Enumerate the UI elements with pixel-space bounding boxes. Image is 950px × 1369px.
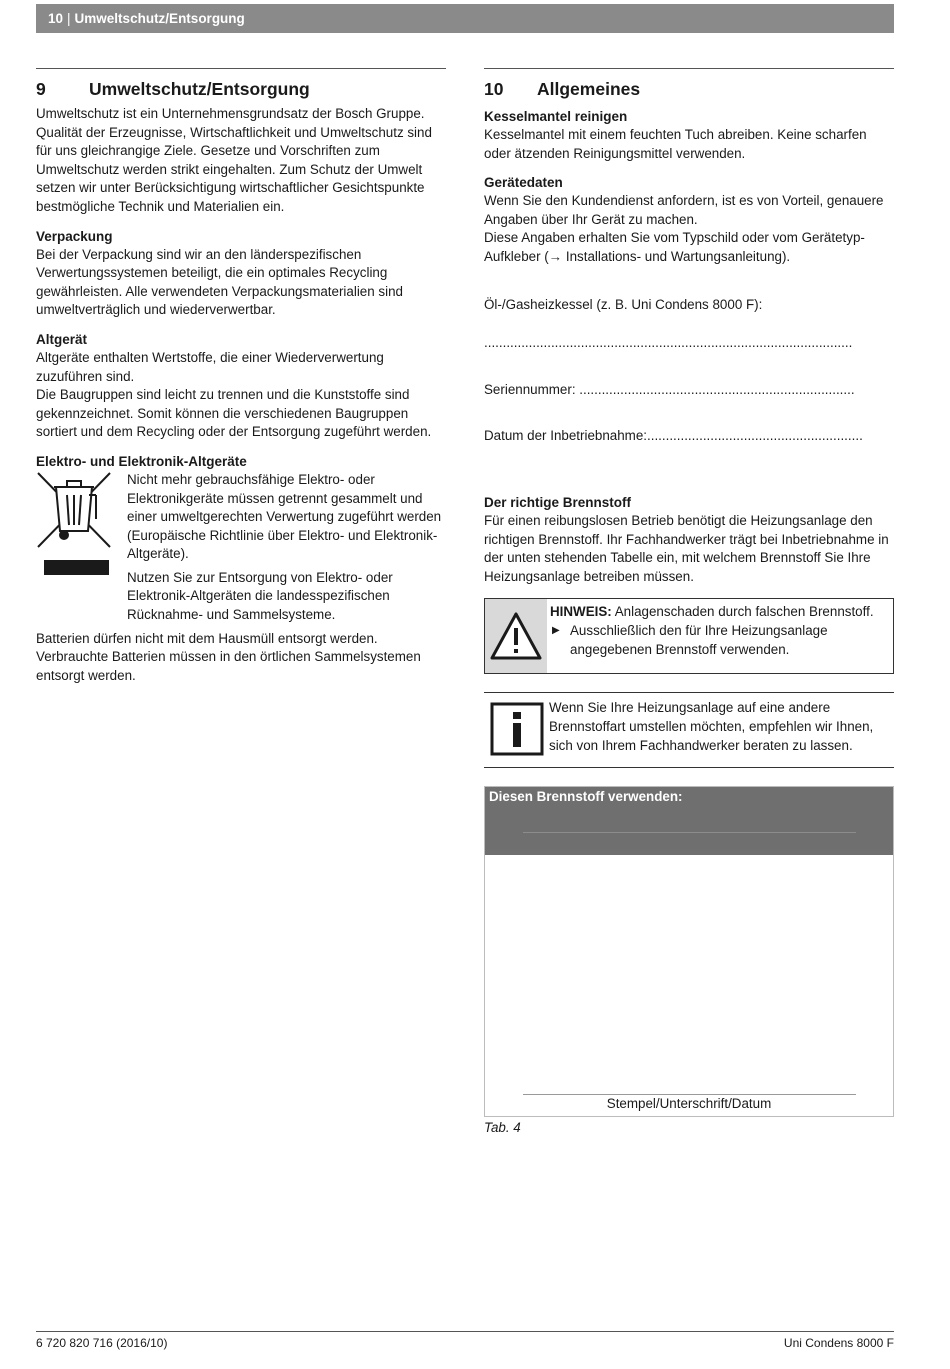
weee-heading: Elektro- und Elektronik-Altgeräte [36, 453, 247, 469]
header-separator: | [67, 11, 71, 26]
device-data-paragraph-2: Diese Angaben erhalten Sie vom Typschild oder vom Gerätetyp-Aufkleber (→ Installations- und Wartungsanleitung). [484, 230, 865, 264]
fuel-table-body [485, 855, 893, 1116]
packaging-heading: Verpackung [36, 228, 113, 244]
old-unit-heading: Altgerät [36, 331, 88, 347]
table-caption: Tab. 4 [484, 1120, 521, 1136]
section-heading [36, 77, 446, 101]
packaging-paragraph: Bei der Verpackung sind wir an den länderspezifischen Verwertungssystemen beteiligt, die ein optimales Recycling gewährleisten. Alle verwendeten Verpackungsmaterialien sind umweltverträglich und wiederverwertbar. [36, 246, 403, 318]
warning-triangle-icon [485, 599, 547, 673]
notice-bullet [550, 622, 887, 659]
fuel-table [484, 786, 894, 1117]
device-data-paragraph-1: Wenn Sie den Kundendienst anfordern, ist es von Vorteil, genauere Angaben über Ihr Gerät zu machen. [484, 193, 884, 227]
header-page-number: 10 [48, 11, 64, 26]
old-unit-paragraph-2: Die Baugruppen sind leicht zu trennen und die Kunststoffe sind gekennzeichnet. Somit können die verschiedenen Baugruppen sortiert und dem Recycling oder der Entsorgung zugeführt werden. [36, 387, 432, 440]
notice-label: HINWEIS: [550, 604, 612, 620]
section-heading [484, 77, 894, 101]
weee-paragraph-2: Nutzen Sie zur Entsorgung von Elektro- oder Elektronik-Altgeräten die landesspezifischen Rücknahme- und Sammelsysteme. [127, 569, 393, 623]
section-rule [484, 68, 894, 69]
fuel-paragraph: Für einen reibungslosen Betrieb benötigt die Heizungsanlage den richtigen Brennstoff. Ihr Fachhandwerker trägt bei Inbetriebnahme in der unten stehenden Tabelle ein, mit welchem Brennstoff Sie Ihre Heizungsanlage betreiben müssen. [484, 512, 889, 584]
header-title: Umweltschutz/Entsorgung [74, 11, 245, 26]
section-title: Allgemeines [537, 79, 641, 99]
section-number: 9 [36, 79, 46, 99]
bullet-arrow-icon: ▶ [552, 624, 560, 636]
serial-number-field: Seriennummer: .......................................................................... [484, 381, 855, 397]
page-header-bar [36, 4, 894, 33]
fuel-table-header [485, 787, 893, 855]
info-box [484, 692, 894, 768]
fuel-entry-line [523, 832, 856, 833]
notice-content [547, 599, 893, 673]
crossed-out-wheelie-bin-icon [36, 471, 127, 625]
left-column [36, 68, 446, 685]
info-icon [484, 699, 549, 767]
weee-paragraph-1: Nicht mehr gebrauchsfähige Elektro- oder Elektronikgeräte müssen getrennt gesammelt und einer umweltgerechten Verwertung zugeführt werden (Europäische Richtlinie über Elektro- und Elektronik-Altgeräte). [127, 471, 442, 562]
old-unit-paragraph-1: Altgeräte enthalten Wertstoffe, die einer Wiederverwertung zuzuführen sind. [36, 349, 384, 384]
info-text: Wenn Sie Ihre Heizungsanlage auf eine andere Brennstoffart umstellen möchten, empfehlen wir Ihnen, sich von Ihrem Fachhandwerker beraten zu lassen. [549, 700, 874, 753]
device-data-heading: Gerätedaten [484, 175, 563, 191]
cleaning-heading: Kesselmantel reinigen [484, 109, 628, 124]
weee-text [127, 471, 446, 625]
cleaning-paragraph: Kesselmantel mit einem feuchten Tuch abreiben. Keine scharfen oder ätzenden Reinigungsmittel verwenden. [484, 127, 867, 161]
weee-block [36, 471, 446, 625]
notice-box [484, 598, 894, 674]
fuel-heading: Der richtige Brennstoff [484, 494, 632, 510]
notice-bullet-text: Ausschließlich den für Ihre Heizungsanlage angegebenen Brennstoff verwenden. [570, 622, 828, 657]
fuel-table-header-text: Diesen Brennstoff verwenden: [489, 789, 683, 805]
right-column [484, 68, 894, 1138]
footer-doc-number: 6 720 820 716 (2016/10) [36, 1336, 168, 1350]
footer-product-name: Uni Condens 8000 F [783, 1336, 894, 1350]
boiler-type-field: Öl-/Gasheizkessel (z. B. Uni Condens 8000 F): [484, 296, 763, 312]
section-title: Umweltschutz/Entsorgung [89, 79, 310, 99]
battery-paragraph: Batterien dürfen nicht mit dem Hausmüll entsorgt werden. Verbrauchte Batterien müssen in den örtlichen Sammelsystemen entsorgt werden. [36, 630, 421, 683]
notice-text: Anlagenschaden durch falschen Brennstoff. [614, 604, 874, 620]
intro-paragraph: Umweltschutz ist ein Unternehmensgrundsatz der Bosch Gruppe. Qualität der Erzeugnisse, Wirtschaftlichkeit und Umweltschutz sind für uns gleichrangige Ziele. Gesetze und Vorschriften zum Umweltschutz werden strikt eingehalten. Zum Schutz der Umwelt setzen wir unter Berücksichtigung wirtschaftlicher Gesichtspunkte bestmögliche Technik und Materialien ein. [36, 106, 432, 214]
notice-line [550, 603, 887, 622]
section-number: 10 [484, 79, 504, 99]
boiler-type-dotted-line: ................................................................................................... [484, 335, 853, 351]
commissioning-date-field: Datum der Inbetriebnahme:.......................................................... [484, 428, 863, 444]
section-rule [36, 68, 446, 69]
page-footer [36, 1331, 894, 1353]
signature-label: Stempel/Unterschrift/Datum [606, 1096, 772, 1112]
